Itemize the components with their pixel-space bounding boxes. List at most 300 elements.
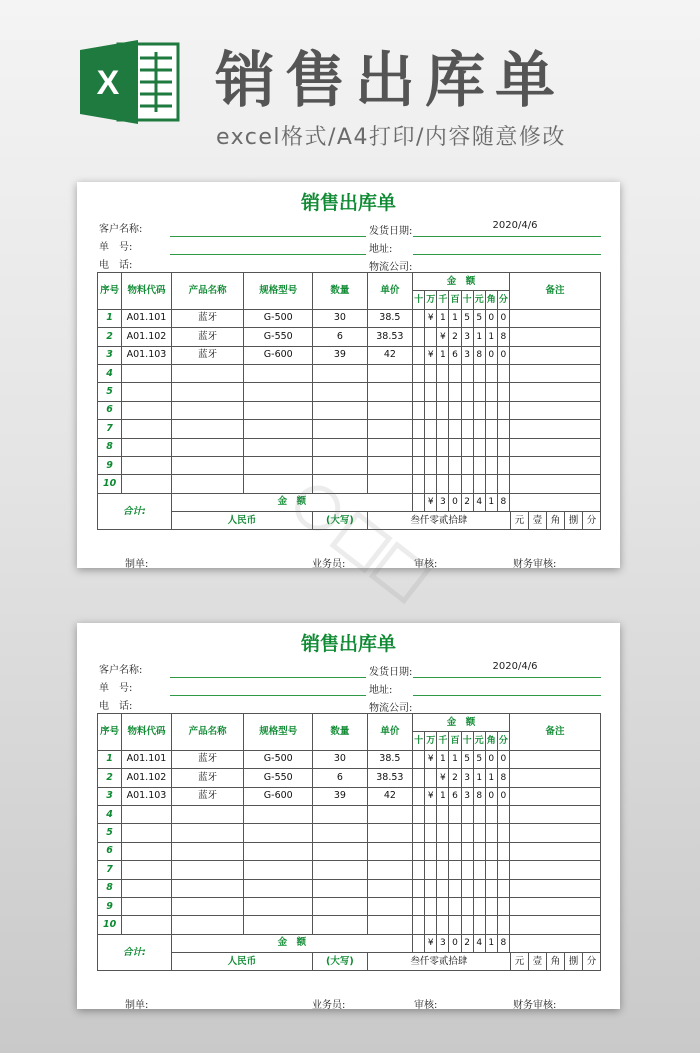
row-price[interactable] <box>367 842 412 860</box>
row-amount-digit[interactable]: 1 <box>437 309 449 327</box>
row-amount-digit[interactable] <box>413 769 425 787</box>
row-remark[interactable] <box>509 456 600 474</box>
row-spec[interactable] <box>244 861 313 879</box>
row-price[interactable] <box>367 824 412 842</box>
row-name[interactable]: 蓝牙 <box>171 750 244 768</box>
row-remark[interactable] <box>509 475 600 493</box>
row-amount-digit[interactable] <box>461 475 473 493</box>
row-price[interactable] <box>367 456 412 474</box>
row-name[interactable] <box>171 401 244 419</box>
uppercase-unit-box: 分 <box>582 512 600 529</box>
row-price[interactable] <box>367 805 412 823</box>
row-spec[interactable] <box>244 824 313 842</box>
row-amount-digit[interactable] <box>485 401 497 419</box>
row-amount-digit[interactable] <box>485 364 497 382</box>
row-amount-digit[interactable]: 3 <box>461 328 473 346</box>
row-spec[interactable] <box>244 897 313 915</box>
row-name[interactable]: 蓝牙 <box>171 346 244 364</box>
row-amount-digit[interactable] <box>461 456 473 474</box>
row-code[interactable] <box>122 364 171 382</box>
row-amount-digit[interactable] <box>485 456 497 474</box>
row-amount-digit[interactable]: 0 <box>497 346 509 364</box>
row-price[interactable] <box>367 364 412 382</box>
row-amount-digit[interactable] <box>485 805 497 823</box>
row-name[interactable] <box>171 861 244 879</box>
table-row <box>98 383 601 401</box>
row-amount-digit[interactable] <box>485 861 497 879</box>
row-amount-digit[interactable] <box>461 879 473 897</box>
row-remark[interactable] <box>509 769 600 787</box>
row-amount-digit[interactable]: 8 <box>473 346 485 364</box>
row-name[interactable] <box>171 879 244 897</box>
row-name[interactable] <box>171 897 244 915</box>
row-amount-digit[interactable]: ¥ <box>437 769 449 787</box>
row-qty[interactable] <box>313 897 368 915</box>
row-qty[interactable] <box>313 438 368 456</box>
row-amount-digit[interactable] <box>413 475 425 493</box>
row-amount-digit[interactable] <box>449 897 461 915</box>
row-qty[interactable] <box>313 383 368 401</box>
row-amount-digit[interactable]: 1 <box>473 769 485 787</box>
row-amount-digit[interactable]: 8 <box>497 769 509 787</box>
row-amount-digit[interactable] <box>437 364 449 382</box>
row-amount-digit[interactable] <box>473 438 485 456</box>
row-remark[interactable] <box>509 309 600 327</box>
row-amount-digit[interactable]: 3 <box>461 787 473 805</box>
row-amount-digit[interactable] <box>413 346 425 364</box>
row-name[interactable] <box>171 824 244 842</box>
row-price[interactable]: 42 <box>367 346 412 364</box>
row-amount-digit[interactable] <box>497 475 509 493</box>
row-remark[interactable] <box>509 842 600 860</box>
row-amount-digit[interactable] <box>413 824 425 842</box>
row-qty[interactable] <box>313 916 368 934</box>
row-amount-digit[interactable] <box>437 824 449 842</box>
row-code[interactable]: A01.102 <box>122 328 171 346</box>
row-amount-digit[interactable] <box>449 861 461 879</box>
row-amount-digit[interactable] <box>473 401 485 419</box>
row-amount-digit[interactable]: 0 <box>485 787 497 805</box>
row-amount-digit[interactable] <box>413 787 425 805</box>
row-amount-digit[interactable]: 1 <box>485 328 497 346</box>
row-remark[interactable] <box>509 383 600 401</box>
row-code[interactable] <box>122 824 171 842</box>
row-amount-digit[interactable]: 1 <box>437 750 449 768</box>
row-price[interactable] <box>367 383 412 401</box>
row-amount-digit[interactable] <box>425 364 437 382</box>
row-amount-digit[interactable] <box>497 842 509 860</box>
row-price[interactable] <box>367 879 412 897</box>
row-amount-digit[interactable] <box>473 420 485 438</box>
row-amount-digit[interactable] <box>413 897 425 915</box>
row-price[interactable] <box>367 401 412 419</box>
row-amount-digit[interactable] <box>473 879 485 897</box>
row-amount-digit[interactable] <box>425 805 437 823</box>
row-amount-digit[interactable]: 0 <box>485 309 497 327</box>
row-amount-digit[interactable] <box>449 456 461 474</box>
row-amount-digit[interactable] <box>425 879 437 897</box>
row-amount-digit[interactable]: 1 <box>449 750 461 768</box>
customer-field[interactable] <box>170 677 366 678</box>
row-spec[interactable] <box>244 383 313 401</box>
row-name[interactable] <box>171 420 244 438</box>
row-qty[interactable] <box>313 879 368 897</box>
row-qty[interactable] <box>313 861 368 879</box>
row-amount-digit[interactable] <box>413 401 425 419</box>
total-amount-digit <box>413 934 425 952</box>
row-spec[interactable] <box>244 420 313 438</box>
row-name[interactable]: 蓝牙 <box>171 787 244 805</box>
row-qty[interactable]: 39 <box>313 346 368 364</box>
row-amount-digit[interactable] <box>461 383 473 401</box>
row-amount-digit[interactable] <box>437 861 449 879</box>
row-amount-digit[interactable] <box>449 916 461 934</box>
row-spec[interactable] <box>244 916 313 934</box>
row-amount-digit[interactable] <box>425 916 437 934</box>
row-name[interactable] <box>171 805 244 823</box>
row-seq: 6 <box>98 401 122 419</box>
row-amount-digit[interactable] <box>413 842 425 860</box>
row-price[interactable]: 42 <box>367 787 412 805</box>
row-amount-digit[interactable]: ¥ <box>425 309 437 327</box>
row-amount-digit[interactable] <box>413 750 425 768</box>
row-amount-digit[interactable] <box>425 456 437 474</box>
row-code[interactable]: A01.103 <box>122 787 171 805</box>
row-remark[interactable] <box>509 420 600 438</box>
row-qty[interactable]: 30 <box>313 750 368 768</box>
row-name[interactable] <box>171 456 244 474</box>
row-amount-digit[interactable] <box>497 438 509 456</box>
row-amount-digit[interactable]: ¥ <box>425 787 437 805</box>
row-price[interactable] <box>367 438 412 456</box>
row-remark[interactable] <box>509 787 600 805</box>
customer-field[interactable] <box>170 236 366 237</box>
row-amount-digit[interactable] <box>473 364 485 382</box>
uppercase-unit-box: 角 <box>546 512 564 529</box>
row-amount-digit[interactable] <box>473 897 485 915</box>
row-amount-digit[interactable] <box>485 383 497 401</box>
row-price[interactable]: 38.53 <box>367 769 412 787</box>
row-amount-digit[interactable] <box>413 328 425 346</box>
row-amount-digit[interactable]: 5 <box>461 309 473 327</box>
row-amount-digit[interactable] <box>485 420 497 438</box>
row-remark[interactable] <box>509 897 600 915</box>
row-qty[interactable] <box>313 824 368 842</box>
row-amount-digit[interactable]: 6 <box>449 346 461 364</box>
row-name[interactable] <box>171 438 244 456</box>
row-amount-digit[interactable]: 5 <box>473 309 485 327</box>
row-amount-digit[interactable] <box>497 456 509 474</box>
row-amount-digit[interactable] <box>437 805 449 823</box>
row-amount-digit[interactable]: 1 <box>437 346 449 364</box>
row-amount-digit[interactable] <box>413 438 425 456</box>
address-field[interactable] <box>413 695 601 696</box>
row-amount-digit[interactable] <box>449 475 461 493</box>
row-qty[interactable]: 30 <box>313 309 368 327</box>
row-amount-digit[interactable] <box>437 842 449 860</box>
row-amount-digit[interactable] <box>425 383 437 401</box>
row-spec[interactable] <box>244 805 313 823</box>
row-amount-digit[interactable] <box>461 401 473 419</box>
row-code[interactable] <box>122 475 171 493</box>
row-amount-digit[interactable] <box>473 456 485 474</box>
row-amount-digit[interactable] <box>485 475 497 493</box>
row-amount-digit[interactable] <box>497 861 509 879</box>
row-amount-digit[interactable] <box>413 916 425 934</box>
row-amount-digit[interactable] <box>473 916 485 934</box>
row-amount-digit[interactable] <box>485 916 497 934</box>
row-qty[interactable] <box>313 805 368 823</box>
row-amount-digit[interactable] <box>461 824 473 842</box>
row-amount-digit[interactable] <box>473 842 485 860</box>
row-qty[interactable] <box>313 364 368 382</box>
row-name[interactable]: 蓝牙 <box>171 328 244 346</box>
col-seq-header: 序号 <box>98 714 122 751</box>
row-amount-digit[interactable] <box>449 879 461 897</box>
row-amount-digit[interactable]: ¥ <box>437 328 449 346</box>
row-amount-digit[interactable] <box>449 842 461 860</box>
row-amount-digit[interactable] <box>413 456 425 474</box>
row-amount-digit[interactable] <box>449 420 461 438</box>
row-amount-digit[interactable] <box>473 805 485 823</box>
row-code[interactable] <box>122 401 171 419</box>
row-name[interactable] <box>171 916 244 934</box>
row-amount-digit[interactable]: 1 <box>449 309 461 327</box>
row-qty[interactable] <box>313 420 368 438</box>
row-amount-digit[interactable] <box>437 916 449 934</box>
row-amount-digit[interactable] <box>425 842 437 860</box>
row-code[interactable] <box>122 805 171 823</box>
row-amount-digit[interactable]: ¥ <box>425 346 437 364</box>
row-spec[interactable] <box>244 456 313 474</box>
row-amount-digit[interactable] <box>449 824 461 842</box>
row-price[interactable] <box>367 897 412 915</box>
row-remark[interactable] <box>509 916 600 934</box>
row-amount-digit[interactable]: 8 <box>473 787 485 805</box>
row-amount-digit[interactable] <box>461 916 473 934</box>
row-remark[interactable] <box>509 750 600 768</box>
row-code[interactable] <box>122 420 171 438</box>
row-amount-digit[interactable] <box>461 438 473 456</box>
row-code[interactable] <box>122 897 171 915</box>
row-amount-digit[interactable]: 8 <box>497 328 509 346</box>
row-amount-digit[interactable] <box>413 879 425 897</box>
row-amount-digit[interactable] <box>497 824 509 842</box>
row-qty[interactable] <box>313 475 368 493</box>
row-amount-digit[interactable] <box>437 475 449 493</box>
row-amount-digit[interactable] <box>425 328 437 346</box>
row-spec[interactable] <box>244 438 313 456</box>
row-amount-digit[interactable] <box>497 897 509 915</box>
row-amount-digit[interactable] <box>473 475 485 493</box>
row-amount-digit[interactable] <box>425 769 437 787</box>
row-code[interactable] <box>122 879 171 897</box>
row-price[interactable]: 38.5 <box>367 750 412 768</box>
row-amount-digit[interactable] <box>413 364 425 382</box>
digit-place-header: 十 <box>461 732 473 750</box>
row-amount-digit[interactable] <box>425 824 437 842</box>
row-code[interactable] <box>122 438 171 456</box>
uppercase-unit-box: 壹 <box>528 512 546 529</box>
row-spec[interactable] <box>244 475 313 493</box>
row-code[interactable]: A01.101 <box>122 750 171 768</box>
row-remark[interactable] <box>509 364 600 382</box>
row-code[interactable]: A01.101 <box>122 309 171 327</box>
row-amount-digit[interactable] <box>461 420 473 438</box>
row-code[interactable]: A01.102 <box>122 769 171 787</box>
row-amount-digit[interactable]: 2 <box>449 328 461 346</box>
row-code[interactable] <box>122 383 171 401</box>
row-remark[interactable] <box>509 401 600 419</box>
row-spec[interactable]: G-600 <box>244 787 313 805</box>
row-seq: 5 <box>98 383 122 401</box>
row-amount-digit[interactable]: 3 <box>461 346 473 364</box>
row-amount-digit[interactable] <box>449 383 461 401</box>
ship-date-field[interactable] <box>413 236 601 237</box>
row-amount-digit[interactable] <box>473 383 485 401</box>
row-amount-digit[interactable]: 0 <box>497 787 509 805</box>
row-code[interactable] <box>122 842 171 860</box>
row-price[interactable]: 38.5 <box>367 309 412 327</box>
row-qty[interactable] <box>313 401 368 419</box>
row-amount-digit[interactable]: 3 <box>461 769 473 787</box>
row-name[interactable] <box>171 383 244 401</box>
row-amount-digit[interactable] <box>461 897 473 915</box>
row-price[interactable] <box>367 861 412 879</box>
row-amount-digit[interactable] <box>497 879 509 897</box>
row-qty[interactable]: 39 <box>313 787 368 805</box>
total-amount-digit: 0 <box>449 934 461 952</box>
row-amount-digit[interactable] <box>413 420 425 438</box>
row-amount-digit[interactable] <box>425 897 437 915</box>
row-amount-digit[interactable] <box>449 401 461 419</box>
row-amount-digit[interactable]: 1 <box>485 769 497 787</box>
row-amount-digit[interactable] <box>437 383 449 401</box>
row-amount-digit[interactable] <box>461 842 473 860</box>
row-spec[interactable] <box>244 401 313 419</box>
row-amount-digit[interactable] <box>449 438 461 456</box>
row-amount-digit[interactable] <box>437 420 449 438</box>
row-code[interactable] <box>122 916 171 934</box>
row-spec[interactable] <box>244 842 313 860</box>
row-amount-digit[interactable] <box>437 438 449 456</box>
row-amount-digit[interactable] <box>413 383 425 401</box>
row-amount-digit[interactable] <box>473 824 485 842</box>
row-name[interactable]: 蓝牙 <box>171 309 244 327</box>
row-name[interactable] <box>171 842 244 860</box>
row-amount-digit[interactable] <box>497 805 509 823</box>
row-amount-digit[interactable] <box>485 824 497 842</box>
row-amount-digit[interactable] <box>437 879 449 897</box>
row-amount-digit[interactable] <box>437 401 449 419</box>
row-amount-digit[interactable] <box>425 438 437 456</box>
row-qty[interactable]: 6 <box>313 328 368 346</box>
row-amount-digit[interactable] <box>413 805 425 823</box>
row-price[interactable] <box>367 916 412 934</box>
row-amount-digit[interactable] <box>485 842 497 860</box>
row-spec[interactable] <box>244 364 313 382</box>
order-no-field[interactable] <box>170 254 366 255</box>
row-spec[interactable]: G-550 <box>244 769 313 787</box>
row-amount-digit[interactable] <box>437 897 449 915</box>
row-amount-digit[interactable]: 0 <box>485 346 497 364</box>
row-amount-digit[interactable]: 0 <box>497 750 509 768</box>
row-amount-digit[interactable] <box>497 383 509 401</box>
address-field[interactable] <box>413 254 601 255</box>
row-qty[interactable]: 6 <box>313 769 368 787</box>
row-amount-digit[interactable]: 5 <box>461 750 473 768</box>
row-amount-digit[interactable]: 1 <box>473 328 485 346</box>
row-spec[interactable]: G-500 <box>244 750 313 768</box>
row-qty[interactable] <box>313 456 368 474</box>
row-amount-digit[interactable]: ¥ <box>425 750 437 768</box>
row-amount-digit[interactable]: 2 <box>449 769 461 787</box>
row-amount-digit[interactable]: 0 <box>485 750 497 768</box>
row-price[interactable] <box>367 420 412 438</box>
row-remark[interactable] <box>509 328 600 346</box>
row-amount-digit[interactable] <box>461 364 473 382</box>
row-amount-digit[interactable] <box>449 805 461 823</box>
row-spec[interactable] <box>244 879 313 897</box>
row-amount-digit[interactable] <box>413 309 425 327</box>
row-amount-digit[interactable] <box>425 861 437 879</box>
row-amount-digit[interactable] <box>497 364 509 382</box>
excel-logo-letter: X <box>96 64 120 102</box>
row-remark[interactable] <box>509 805 600 823</box>
row-amount-digit[interactable] <box>449 364 461 382</box>
row-qty[interactable] <box>313 842 368 860</box>
row-code[interactable]: A01.103 <box>122 346 171 364</box>
row-remark[interactable] <box>509 438 600 456</box>
row-amount-digit[interactable] <box>497 916 509 934</box>
row-amount-digit[interactable] <box>485 897 497 915</box>
row-amount-digit[interactable] <box>425 420 437 438</box>
row-name[interactable] <box>171 364 244 382</box>
row-amount-digit[interactable]: 6 <box>449 787 461 805</box>
row-remark[interactable] <box>509 824 600 842</box>
row-amount-digit[interactable] <box>497 420 509 438</box>
row-amount-digit[interactable] <box>437 456 449 474</box>
row-name[interactable] <box>171 475 244 493</box>
row-amount-digit[interactable] <box>473 861 485 879</box>
ship-date-field[interactable] <box>413 677 601 678</box>
row-amount-digit[interactable] <box>425 475 437 493</box>
row-remark[interactable] <box>509 346 600 364</box>
row-spec[interactable]: G-550 <box>244 328 313 346</box>
row-price[interactable] <box>367 475 412 493</box>
col-spec-header: 规格型号 <box>244 714 313 751</box>
row-code[interactable] <box>122 456 171 474</box>
row-amount-digit[interactable] <box>413 861 425 879</box>
row-spec[interactable]: G-500 <box>244 309 313 327</box>
row-price[interactable]: 38.53 <box>367 328 412 346</box>
row-amount-digit[interactable] <box>461 805 473 823</box>
row-amount-digit[interactable]: 5 <box>473 750 485 768</box>
row-amount-digit[interactable] <box>425 401 437 419</box>
row-spec[interactable]: G-600 <box>244 346 313 364</box>
row-name[interactable]: 蓝牙 <box>171 769 244 787</box>
row-amount-digit[interactable]: 1 <box>437 787 449 805</box>
row-amount-digit[interactable] <box>485 879 497 897</box>
row-amount-digit[interactable]: 0 <box>497 309 509 327</box>
row-amount-digit[interactable] <box>497 401 509 419</box>
row-amount-digit[interactable] <box>485 438 497 456</box>
row-code[interactable] <box>122 861 171 879</box>
order-no-field[interactable] <box>170 695 366 696</box>
row-remark[interactable] <box>509 861 600 879</box>
row-amount-digit[interactable] <box>461 861 473 879</box>
row-remark[interactable] <box>509 879 600 897</box>
